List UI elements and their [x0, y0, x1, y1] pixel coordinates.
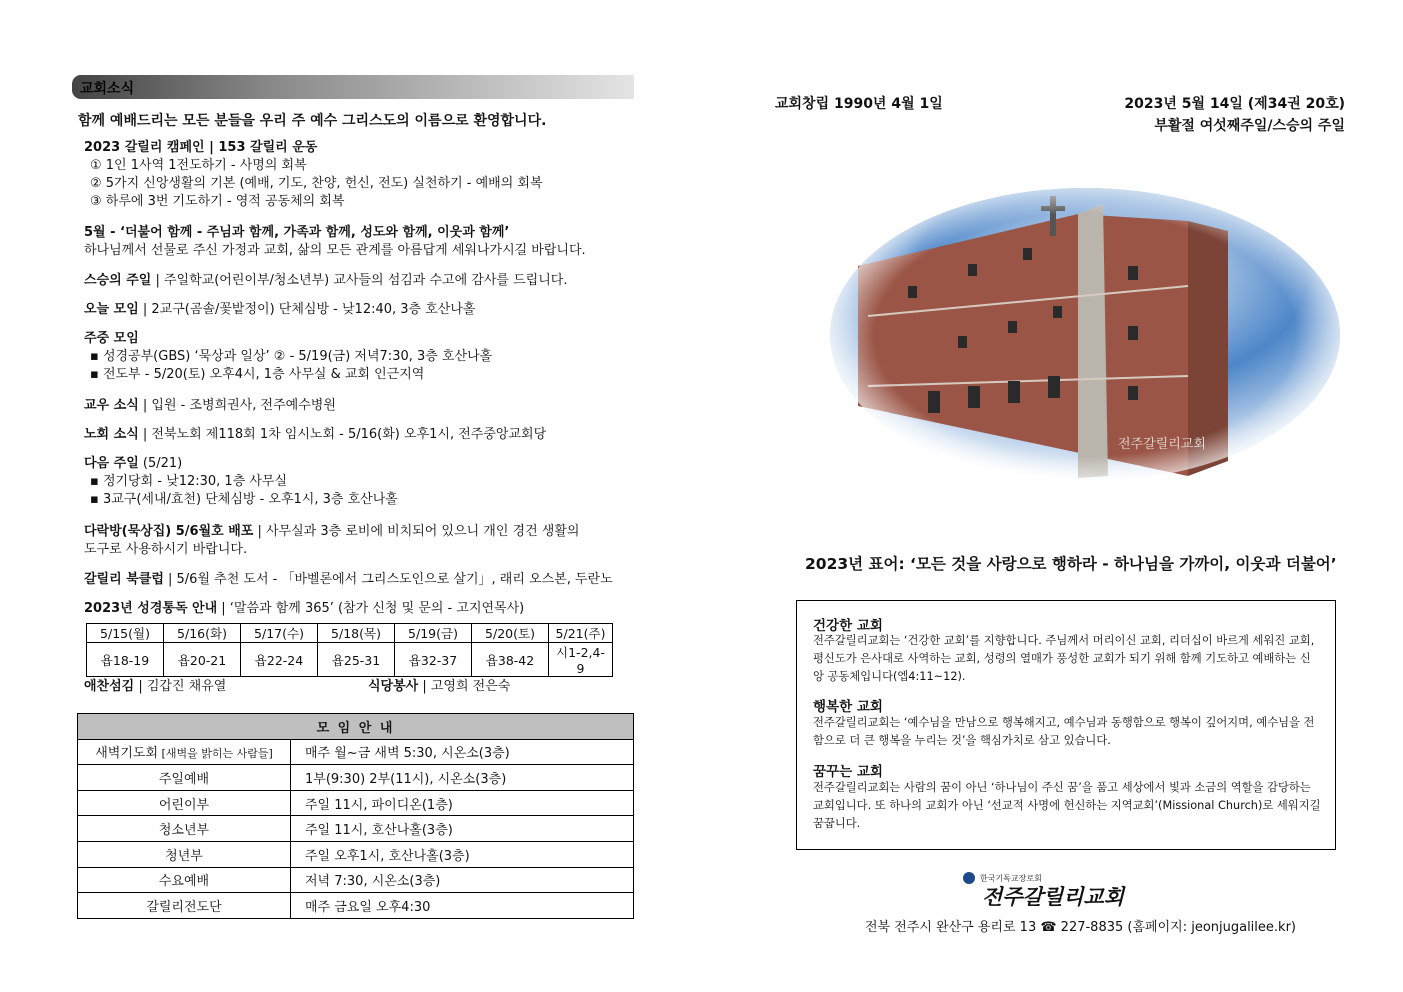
church-vision-box [796, 600, 1336, 850]
choir-label: 애찬섬김 [84, 679, 135, 694]
presbytery-label: 노회 소식 [84, 427, 139, 442]
meeting-time: 저녁 7:30, 시온소(3층) [291, 867, 634, 893]
today-notice [84, 301, 624, 319]
campaign-item: ③ 하루에 3번 기도하기 - 영적 공동체의 회복 [90, 194, 345, 209]
meeting-name: 주일예배 [78, 765, 291, 791]
today-text: | 2교구(곰솔/꽃밭정이) 단체심방 - 낮12:40, 3층 호산나홀 [138, 302, 476, 317]
may-block [84, 224, 624, 260]
daily-text-2: 도구로 사용하시기 바랍니다. [84, 542, 248, 557]
choir-text: | 김갑진 채유열 [134, 679, 227, 694]
bible-text: | ‘말씀과 함께 365’ (참가 신청 및 문의 - 고지연목사) [217, 601, 525, 616]
meeting-table [77, 713, 634, 919]
table-row [87, 643, 613, 677]
meeting-name [78, 739, 291, 765]
table-cell: 욥22-24 [241, 643, 318, 677]
table-row [78, 841, 634, 867]
presbytery-text: | 전북노회 제118회 1차 임시노회 - 5/16(화) 오후1시, 전주중앙교회당 [138, 427, 547, 442]
table-cell: 시1-2,4-9 [549, 643, 613, 677]
vision-title: 건강한 교회 [813, 618, 883, 634]
meeting-time: 1부(9:30) 2부(11시), 시온소(3층) [291, 765, 634, 791]
table-cell: 5/17(수) [241, 624, 318, 643]
book-text: | 5/6월 추천 도서 - 「바벨론에서 그리스도인으로 살기」, 래리 오스본, 두란노 [163, 572, 613, 587]
kitchen-label: 식당봉사 [368, 679, 419, 694]
table-cell: 욥32-37 [395, 643, 472, 677]
section-title: 교회소식 [80, 81, 135, 97]
teacher-text: | 주일학교(어린이부/청소년부) 교사들의 섬김과 수고에 감사를 드립니다. [151, 273, 568, 288]
table-cell: 5/18(목) [318, 624, 395, 643]
logo-church-name: 전주갈릴리교회 [982, 884, 1125, 909]
table-cell: 5/20(토) [472, 624, 549, 643]
meeting-time: 매주 월~금 새벽 5:30, 시온소(3층) [291, 739, 634, 765]
may-text: 하나님께서 선물로 주신 가정과 교회, 삶의 모든 관계를 아름답게 세워나가시길 바랍니다. [84, 243, 586, 258]
next-item: ▪ 3교구(세내/효천) 단체심방 - 오후1시, 3층 호산나홀 [90, 492, 398, 507]
table-cell: 5/15(월) [87, 624, 164, 643]
table-cell: 욥20-21 [164, 643, 241, 677]
teacher-notice [84, 272, 624, 290]
book-label: 갈릴리 북클럽 [84, 572, 164, 587]
table-header-row [78, 714, 634, 740]
presbytery-notice [84, 426, 624, 444]
table-cell: 5/16(화) [164, 624, 241, 643]
church-logo [962, 868, 1142, 916]
denomination-emblem-icon [963, 872, 975, 884]
meeting-time: 주일 11시, 호산나홀(3층) [291, 816, 634, 842]
next-block [84, 455, 624, 509]
founded-date: 교회창립 1990년 4월 1일 [775, 96, 943, 112]
weekly-item: ▪ 전도부 - 5/20(토) 오후4시, 1층 사무실 & 교회 인근지역 [90, 367, 425, 382]
weekly-item: ▪ 성경공부(GBS) ‘묵상과 일상’ ② - 5/19(금) 저녁7:30, 3층 호산나홀 [90, 349, 493, 364]
table-row [87, 624, 613, 643]
meeting-note: [새벽을 밝히는 사람들] [158, 747, 273, 761]
bible-label: 2023년 성경통독 안내 [84, 601, 218, 616]
campaign-item: ② 5가지 신앙생활의 기본 (예배, 기도, 찬양, 헌신, 전도) 실천하기 - 예배의 회복 [90, 176, 543, 191]
member-text: | 입원 - 조병희권사, 전주예수병원 [138, 398, 336, 413]
next-label: 다음 주일 [84, 456, 139, 471]
meeting-time: 주일 11시, 파이디온(1층) [291, 790, 634, 816]
vision-text: 전주갈릴리교회는 ‘예수님을 만남으로 행복해지고, 예수님과 동행함으로 행복이 깊어지며, 예수님을 전함으로 더 큰 행복을 누리는 것’을 핵심가치로 삼고 있습니다. [813, 716, 1315, 747]
meeting-name: 어린이부 [78, 790, 291, 816]
daily-label: 다락방(묵상집) 5/6월호 배포 [84, 524, 254, 539]
table-row [78, 867, 634, 893]
bulletin-week: 부활절 여섯째주일/스승의 주일 [1154, 118, 1345, 134]
bible-notice [84, 600, 624, 618]
today-label: 오늘 모임 [84, 302, 139, 317]
vision-text: 전주갈릴리교회는 사람의 꿈이 아닌 ‘하나님이 주신 꿈’을 품고 세상에서 빛과 소금의 역할을 감당하는 교회입니다. 또 하나의 교회가 아닌 ‘선교적 사명에 헌신하는 지역교회’(Missional Church)로 세워지길 꿈꿉니다. [813, 781, 1321, 830]
weekly-block [84, 330, 624, 384]
campaign-item: ① 1인 1사역 1전도하기 - 사명의 회복 [90, 158, 307, 173]
kitchen-text: | 고영희 전은숙 [418, 679, 511, 694]
weekly-label: 주중 모임 [84, 331, 139, 346]
table-cell: 5/21(주) [549, 624, 613, 643]
welcome-text: 함께 예배드리는 모든 분들을 우리 주 예수 그리스도의 이름으로 환영합니다. [78, 113, 547, 129]
table-row [78, 893, 634, 919]
table-cell: 욥38-42 [472, 643, 549, 677]
kitchen-notice [368, 678, 628, 696]
book-notice [84, 571, 644, 589]
vision-title: 행복한 교회 [813, 699, 883, 715]
table-row [78, 816, 634, 842]
meeting-name: 갈릴리전도단 [78, 893, 291, 919]
next-date: (5/21) [138, 456, 183, 471]
table-cell: 욥25-31 [318, 643, 395, 677]
teacher-label: 스승의 주일 [84, 273, 152, 288]
table-row [78, 790, 634, 816]
daily-text: | 사무실과 3층 로비에 비치되어 있으니 개인 경건 생활의 [253, 524, 580, 539]
logo-denomination: 한국기독교장로회 [980, 874, 1042, 883]
vision-text: 전주갈릴리교회는 ‘건강한 교회’를 지향합니다. 주님께서 머리이신 교회, 리더십이 바르게 세워진 교회, 평신도가 은사대로 사역하는 교회, 성령의 열매가 풍성한 교회가 되기 위해 함께 기도하고 예배하는 신앙 공동체입니다(엡4:11~12). [813, 634, 1315, 683]
table-cell: 욥18-19 [87, 643, 164, 677]
campaign-block [84, 139, 624, 211]
next-item: ▪ 정기당회 - 낮12:30, 1층 사무실 [90, 474, 288, 489]
may-title: 5월 - ‘더불어 함께 - 주님과 함께, 가족과 함께, 성도와 함께, 이웃과 함께’ [84, 225, 510, 240]
bible-reading-table [86, 623, 613, 677]
yearly-motto: 2023년 표어: ‘모든 것을 사랑으로 행하라 - 하나님을 가까이, 이웃과 더불어’ [805, 555, 1337, 573]
campaign-title: 2023 갈릴리 캠페인 | 153 갈릴리 운동 [84, 140, 318, 155]
meeting-name: 청소년부 [78, 816, 291, 842]
section-header [72, 75, 634, 99]
daily-notice [84, 523, 624, 559]
table-row [78, 765, 634, 791]
meeting-table-title: 모 임 안 내 [78, 714, 634, 740]
church-building-image [828, 186, 1342, 484]
meeting-time: 매주 금요일 오후4:30 [291, 893, 634, 919]
table-row [78, 739, 634, 765]
meeting-name: 청년부 [78, 841, 291, 867]
church-address: 전북 전주시 완산구 용리로 13 ☎ 227-8835 (홈페이지: jeonjugalilee.kr) [865, 920, 1296, 935]
bulletin-date: 2023년 5월 14일 (제34권 20호) [1124, 96, 1345, 112]
table-cell: 5/19(금) [395, 624, 472, 643]
vision-title: 꿈꾸는 교회 [813, 764, 883, 780]
member-notice [84, 397, 624, 415]
meeting-name: 수요예배 [78, 867, 291, 893]
meeting-time: 주일 오후1시, 호산나홀(3층) [291, 841, 634, 867]
member-label: 교우 소식 [84, 398, 139, 413]
meeting-name-text: 새벽기도회 [95, 746, 159, 762]
